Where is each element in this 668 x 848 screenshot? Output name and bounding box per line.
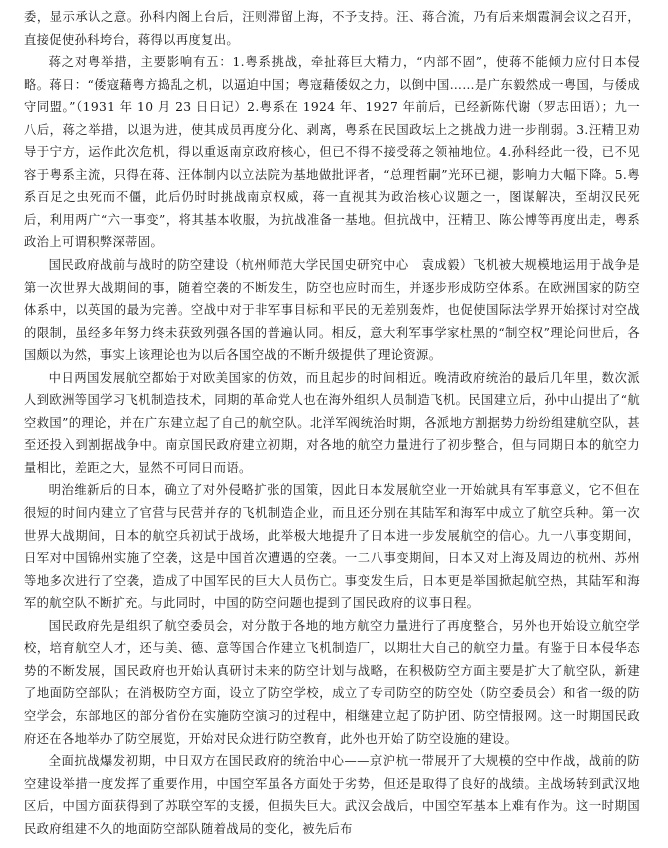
article-body-opening: 飞机被大规模地运用于战争是第一次世界大战期间的事，随着空袭的不断发生，防空也应时而生，并逐步形成防空体系。在欧洲国家的防空体系中，以英国的最为完善。空战中对于非军事目标和平民的无差别轰炸，也促使国际法学界开始探讨对空战的限制，虽经多年努力终未获致列强各国的普遍认同。相反，意大利军事学家杜黑的“制空权”理论问世后，各国颇以为然，事实上该理论也为以后各国空战的不断升级提供了理论资源。 [24,258,640,363]
paragraph-aviation-development: 中日两国发展航空都始于对欧美国家的仿效，而且起步的时间相近。晚清政府统治的最后几年里，数次派人到欧洲等国学习飞机制造技术，同期的革命党人也在海外组织人员制造飞机。民国建立后，孙中山提出了“航空救国”的理论，并在广东建立起了自己的航空队。北洋军阀统治时期，各派地方割据势力纷纷组建航空队，甚至还投入到割据战争中。南京国民政府建立初期，对各地的航空力量进行了初步整合，但与同期日本的航空力量相比，差距之大，显然不可同日而语。 [24,370,640,475]
paragraph-intro: 委，显示承认之意。孙科内阁上台后，汪则滞留上海，不予支持。汪、蒋合流，乃有后来烟霞洞会议之召开，直接促使孙科垮台，蒋得以再度复出。 [24,10,640,47]
paragraph-war-period: 全面抗战爆发初期，中日双方在国民政府的统治中心——京沪杭一带展开了大规模的空中作战，战前的防空建设举措一度发挥了重要作用，中国空军虽各方面处于劣势，但还是取得了良好的战绩。主战场转到武汉地区后，中国方面获得到了苏联空军的支援，但损失巨大。武汉会战后，中国空军基本上难有作为。这一时期国民政府组建不久的地面防空部队随着战局的变化，被先后布 [24,754,640,836]
paragraph-national-government-measures: 国民政府先是组织了航空委员会，对分散于各地的地方航空力量进行了再度整合，另外也开始设立航空学校，培育航空人才，还与美、德、意等国合作建立飞机制造厂，以期壮大自己的航空力量。有鉴于日本侵华态势的不断发展，国民政府也开始认真研讨未来的防空计划与战略，在积极防空方面主要是扩大了航空队，新建了地面防空部队；在消极防空方面，设立了防空学校，成立了专司防空的防空处（防空委员会）和省一级的防空学会，东部地区的部分省份在实施防空演习的过程中，相继建立起了防护团、防空情报网。这一时期国民政府还在各地举办了防空展览，开始对民众进行防空教育，此外也开始了防空设施的建设。 [24,618,640,746]
article-author: （杭州师范大学民国史研究中心 袁成毅） [228,258,474,273]
paragraph-chiang-measures: 蒋之对粤举措，主要影响有五：1.粤系挑战，牵扯蒋巨大精力，“内部不固”，使蒋不能倾力应付日本侵略。蒋日：“倭寇藉粤方捣乱之机，以逼迫中国；粤寇藉倭奴之力，以倒中国……是广东毅然成一粤国，与倭成守同盟。”（1931 年 10 月 23 日日记）2.粤系在 1924 年、1927 年前后，已经新陈代谢（罗志田语）；九一八后，蒋之举措，以退为进，使其成员再度分化、剥离，粤系在民国政坛上之挑战力进一步削弱。3.汪精卫劝导于宁方，运作此次危机，得以重返南京政府核心，但已不得不接受蒋之领袖地位。4.孙科经此一役，已不见容于粤系主流，只得在蒋、汪体制内以立法院为基地做批评者，“总理哲嗣”光环已褪，影响力大幅下降。5.粤系百足之虫死而不僵，此后仍时时挑战南京权威，蒋一直视其为政治核心议题之一，图谋解决，至胡汉民死后，利用两广“六一事变”，将其基本收服，为抗战准备一基地。但抗战中，汪精卫、陈公博等再度出走，粤系政治上可谓积弊深蒂固。 [24,55,640,250]
paragraph-air-defense-origins [24,254,640,367]
article-title: 国民政府战前与战时的防空建设 [48,258,229,273]
paragraph-japan-aviation: 明治维新后的日本，确立了对外侵略扩张的国策，因此日本发展航空业一开始就具有军事意义，它不但在很短的时间内建立了官营与民营并存的飞机制造企业，而且还分别在其陆军和海军中成立了航空兵种。第一次世界大战期间，日本的航空兵初试于战场，此举极大地提升了日本进一步发展航空的信心。九一八事变期间，日军对中国锦州实施了空袭，这是中国首次遭遇的空袭。一二八事变期间，日本又对上海及周边的杭州、苏州等地多次进行了空袭，造成了中国军民的巨大人员伤亡。事变发生后，日本更是举国掀起航空热，其陆军和海军的航空队不断扩充。与此同时，中国的防空问题也提到了国民政府的议事日程。 [24,483,640,611]
